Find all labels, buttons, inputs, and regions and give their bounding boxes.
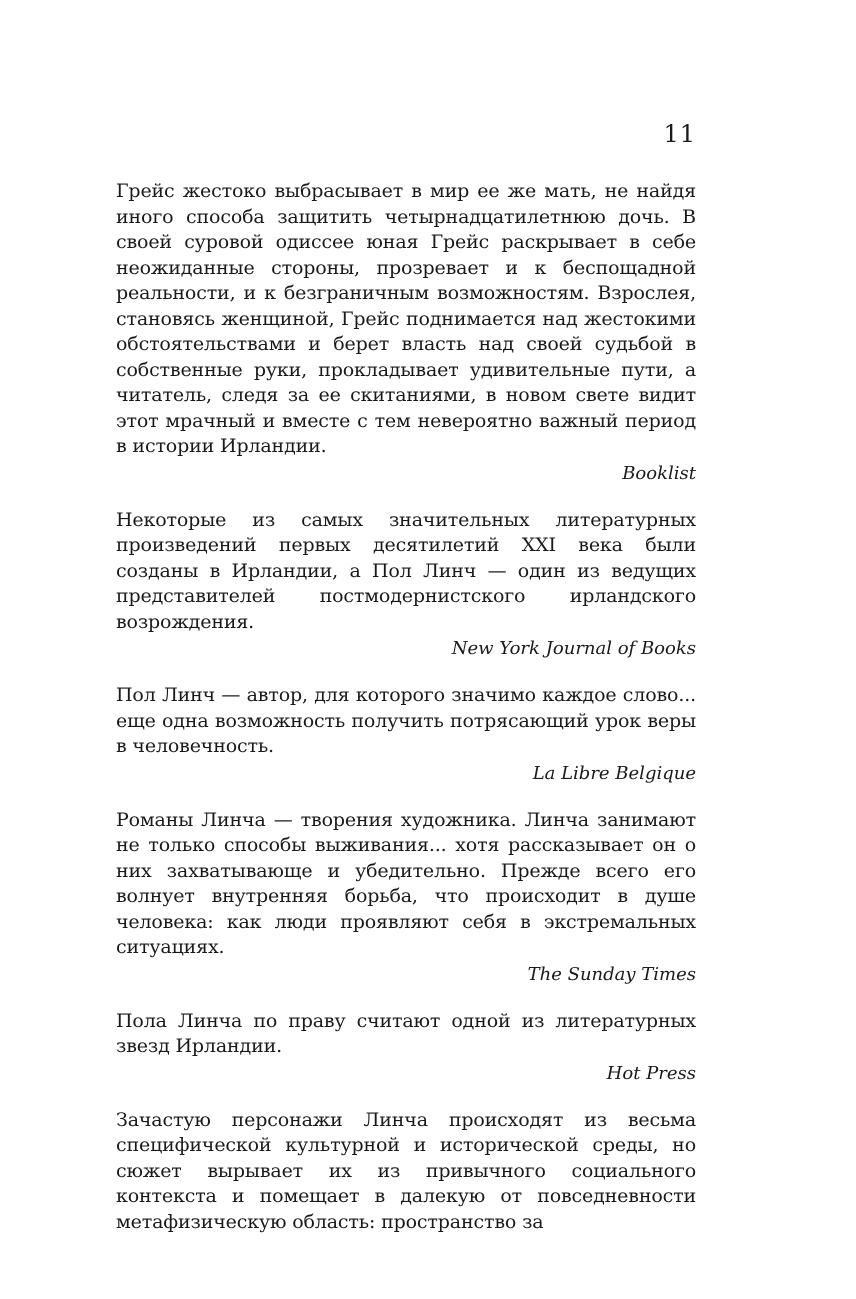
review-text: Зачастую персонажи Линча происходят из весьма специфической культурной и исторической среды, но сюжет вырывает их из привычного социального контекста и помещает в далекую от повседневности метафизическую область: пространство за [116, 1108, 696, 1233]
review-text: Романы Линча — творения художника. Линча занимают не только способы выживания... хотя рассказывает он о них захватывающе и убедительно. Прежде всего его волнует внутренняя борьба, что происходит в душе человека: как люди проявляют себя в экстремальных ситуациях. [116, 808, 696, 958]
review-source: The Sunday Times [527, 963, 696, 985]
review-text: Пола Линча по праву считают одной из литературных звезд Ирландии. [116, 1009, 696, 1057]
review-text: Некоторые из самых значительных литературных произведений первых десятилетий XXI века были созданы в Ирландии, а Пол Линч — один из ведущих представителей постмодернистского ирландского возрождения. [116, 508, 696, 633]
review-la-libre-belgique [116, 683, 696, 786]
review-source: La Libre Belgique [532, 762, 696, 784]
page-number: 11 [663, 120, 696, 148]
review-continued [116, 1108, 696, 1236]
review-the-sunday-times [116, 808, 696, 987]
review-booklist [116, 179, 696, 486]
review-text: Пол Линч — автор, для которого значимо каждое слово... еще одна возможность получить потрясающий урок веры в человечность. [116, 684, 696, 757]
review-new-york-journal-of-books [116, 508, 696, 662]
review-source: Booklist [622, 462, 696, 484]
reviews-section [116, 179, 696, 1257]
review-text: Грейс жестоко выбрасывает в мир ее же мать, не найдя иного способа защитить четырнадцатилетнюю дочь. В своей суровой одиссее юная Грейс раскрывает в себе неожиданные стороны, прозревает и к беспощадной реальности, и к безграничным возможностям. Взрослея, становясь женщиной, Грейс поднимается над жестокими обстоятельствами и берет власть над своей судьбой в собственные руки, прокладывает удивительные пути, а читатель, следя за ее скитаниями, в новом свете видит этот мрачный и вместе с тем невероятно важный период в истории Ирландии. [116, 180, 696, 457]
review-source: New York Journal of Books [451, 638, 696, 659]
review-source: Hot Press [606, 1062, 696, 1084]
review-hot-press [116, 1009, 696, 1086]
